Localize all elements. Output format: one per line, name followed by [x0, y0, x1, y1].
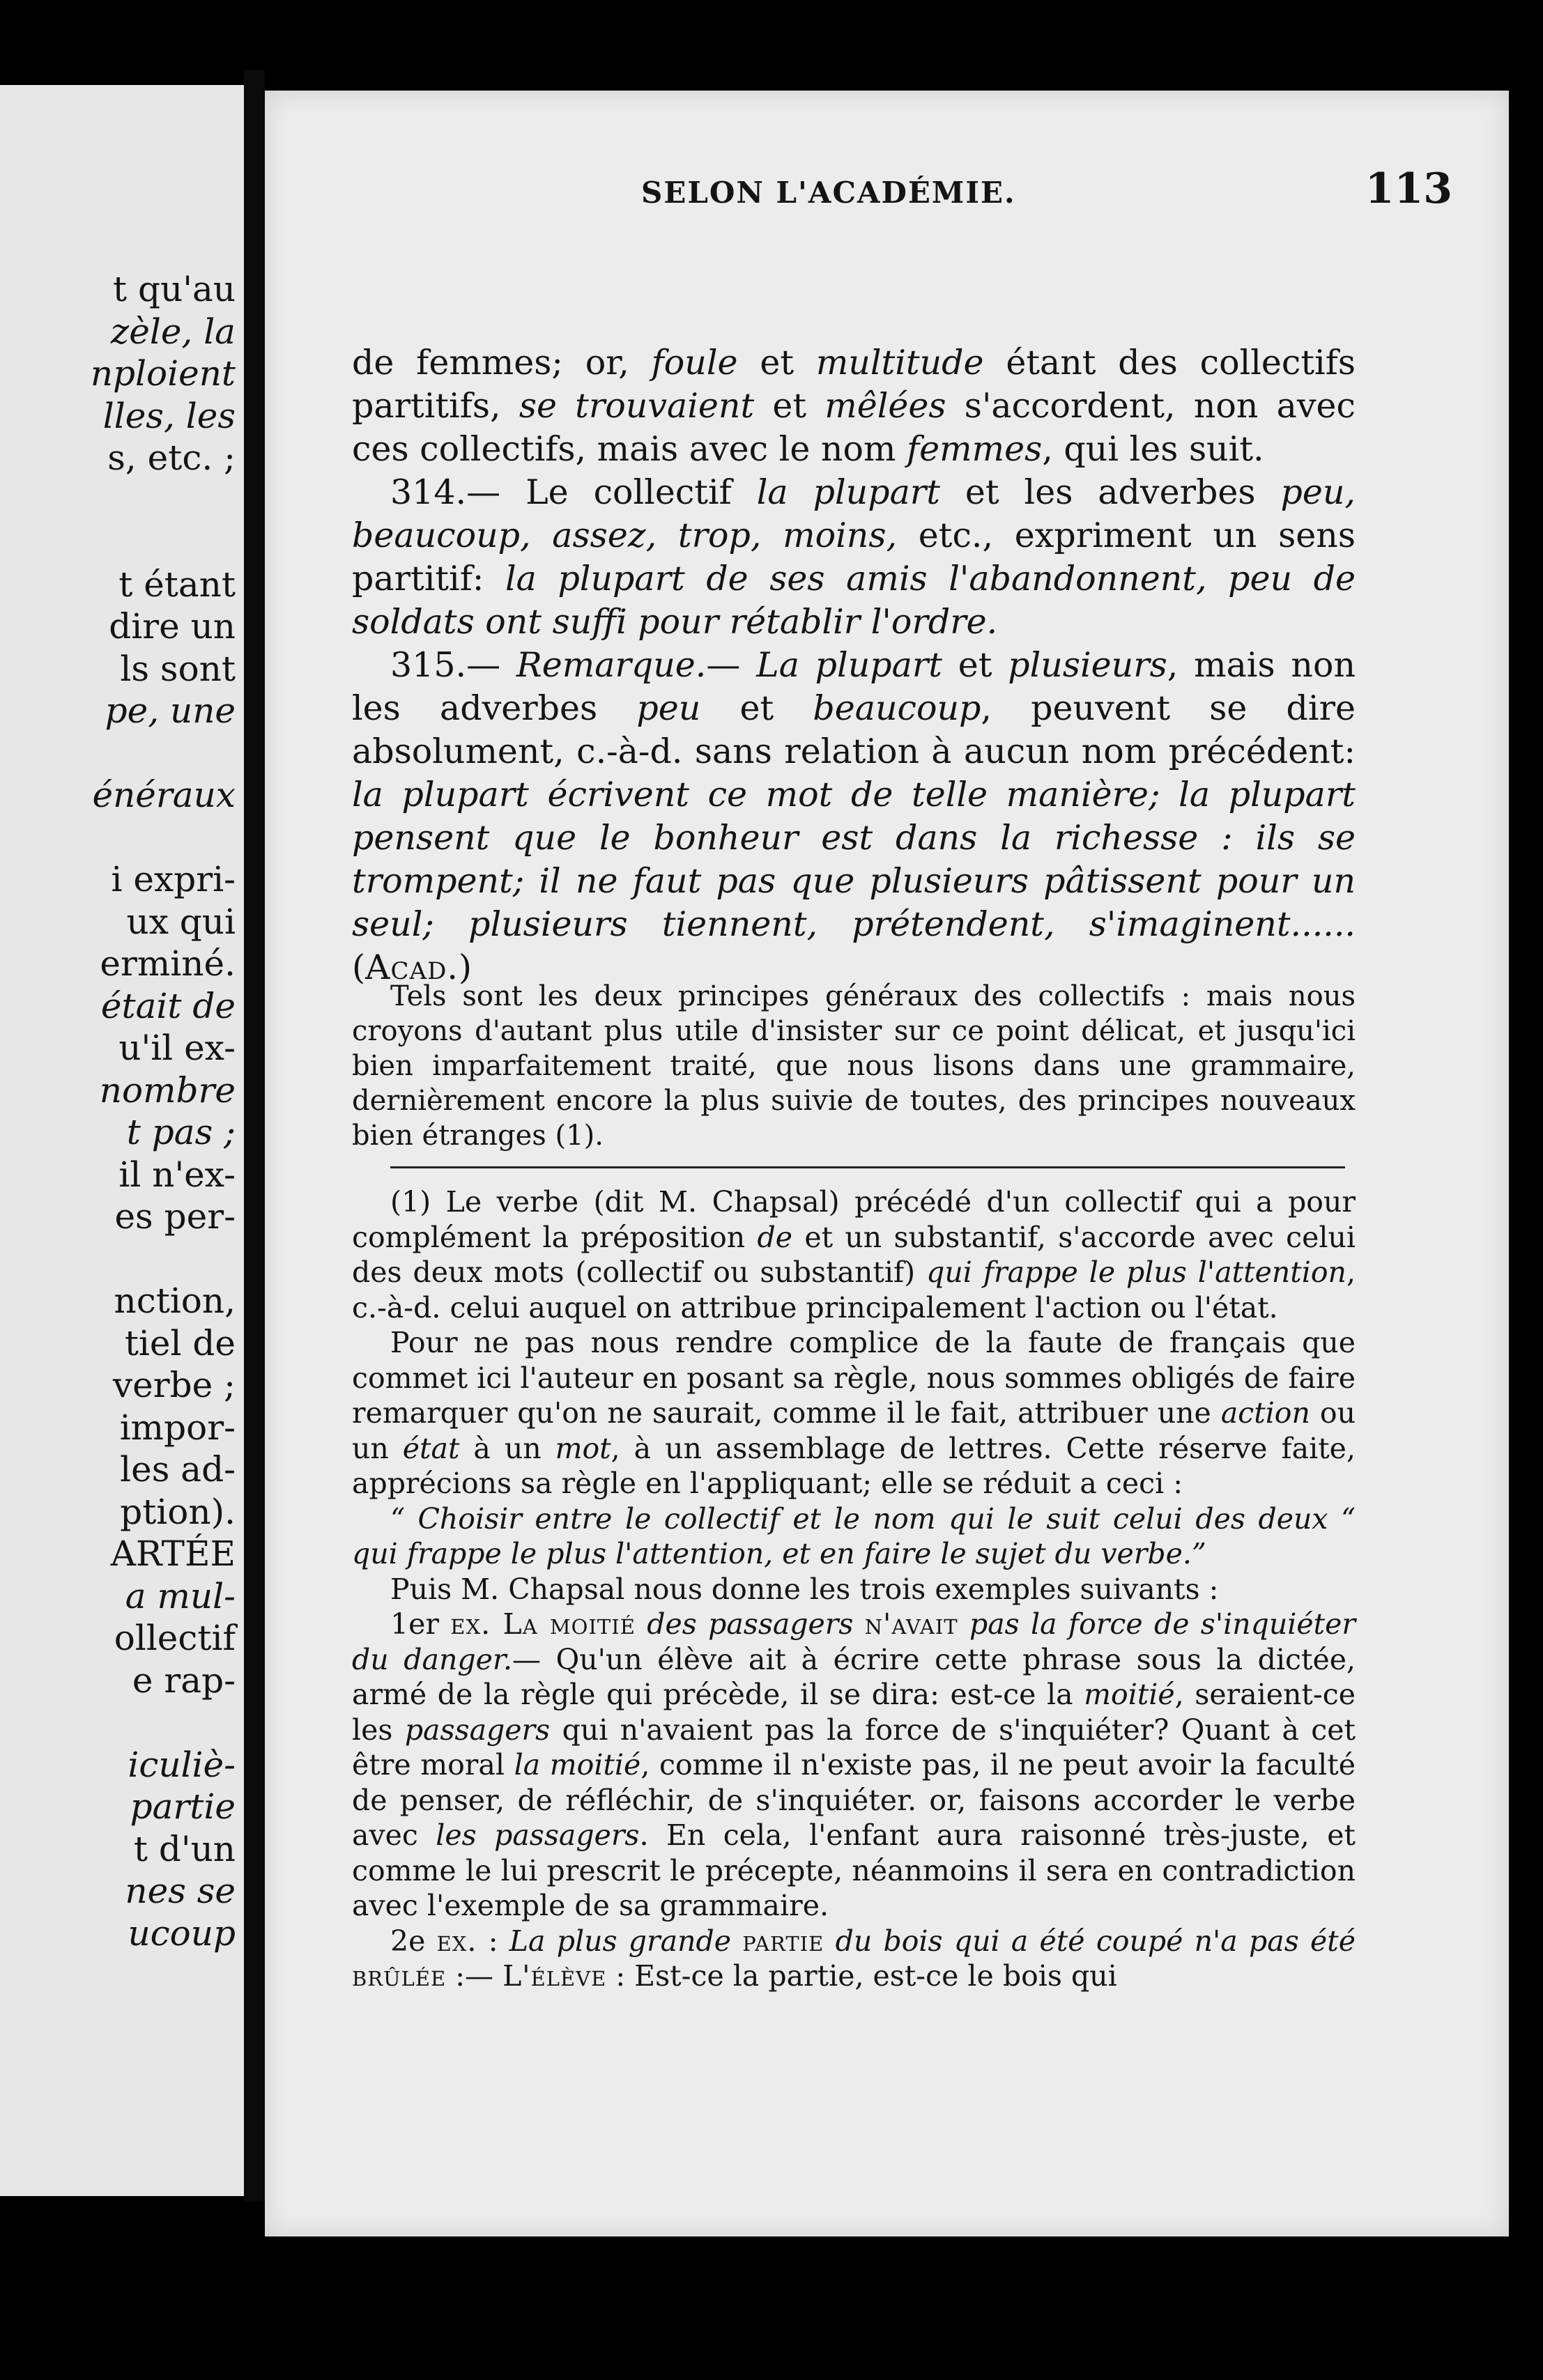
running-title: SELON L'ACADÉMIE.: [641, 176, 1016, 210]
facing-page-line: tiel de: [124, 1322, 236, 1363]
footnote-example-2: 2e ex. : La plus grande partie du bois qui a été coupé n'a pas été brûlée :— L'élève : Est-ce la partie, est-ce le bois qui: [352, 1924, 1356, 1993]
facing-page-line: u'il ex-: [118, 1028, 236, 1068]
footnote-rule: [390, 1166, 1345, 1168]
page-number: 113: [1365, 164, 1452, 213]
facing-page-line: s, etc. ;: [107, 438, 236, 478]
footnote-example-1: 1er ex. La moitié des passagers n'avait pas la force de s'inquiéter du danger.— Qu'un élève ait à écrire cette phrase sous la dictée, armé de la règle qui précède, il se dira: est-ce la moitié, seraient-ce les passagers qui n'avaient pas la force de s'inquiéter? Quant à cet être moral la moitié, comme il n'existe pas, il ne peut avoir la faculté de penser, de réfléchir, de s'inquiéter. or, faisons accorder le verbe avec les passagers. En cela, l'enfant aura raisonné très-juste, et comme le lui prescrit le précepte, néanmoins il sera en contradiction avec l'exemple de sa grammaire.: [352, 1607, 1356, 1922]
paragraph-314: 314.— Le collectif la plupart et les adverbes peu, beaucoup, assez, trop, moins, etc., expriment un sens partitif: la plupart de ses amis l'abandonnent, peu de soldats ont suffi pour rétablir l'ordre.: [352, 472, 1356, 642]
facing-page-line: nombre: [99, 1069, 236, 1111]
facing-page-line: erminé.: [100, 943, 236, 984]
footnote-critique: Pour ne pas nous rendre complice de la faute de français que commet ici l'auteur en posant sa règle, nous sommes obligés de faire remarquer qu'on ne saurait, comme il le fait, attribuer une action ou un état à un mot, à un assemblage de lettres. Cette réserve faite, apprécions sa règle en l'appliquant; elle se réduit a ceci :: [352, 1326, 1356, 1500]
facing-page-line: énéraux: [92, 775, 236, 815]
facing-page-line: a mul-: [125, 1575, 236, 1616]
commentary-text: Tels sont les deux principes généraux des collectifs : mais nous croyons d'autant plus utile d'insister sur ce point délicat, et jusqu'ici bien imparfaitement traité, que nous lisons dans une grammaire, dernièrement encore la plus suivie de toutes, des principes nouveaux bien étranges (1).: [352, 980, 1356, 1152]
footnote-rule-quote: (1) Le verbe (dit M. Chapsal) précédé d'un collectif qui a pour complément la préposition de et un substantif, s'accorde avec celui des deux mots (collectif ou substantif) qui frappe le plus l'attention, c.-à-d. celui auquel on attribue principalement l'action ou l'état.: [352, 1185, 1356, 1324]
facing-page-line: t étant: [118, 564, 236, 605]
facing-page-line: es per-: [114, 1196, 236, 1237]
facing-page-line: ollectif: [114, 1618, 236, 1658]
facing-page-line: partie: [130, 1786, 236, 1827]
facing-page-line: iculiè-: [128, 1744, 236, 1785]
facing-page-line: zèle, la: [110, 311, 236, 352]
facing-page-line: impor-: [119, 1407, 236, 1448]
facing-page-line: e rap-: [132, 1660, 236, 1701]
facing-page-line: nction,: [114, 1281, 236, 1321]
facing-page-line: t qu'au: [113, 269, 236, 309]
facing-page-line: dire un: [109, 606, 236, 647]
facing-page-line: ux qui: [126, 901, 236, 942]
facing-page-line: t d'un: [133, 1828, 236, 1869]
facing-page-fragment: [0, 85, 244, 2196]
facing-page-line: ARTÉE: [110, 1533, 236, 1574]
facing-page-line: nploient: [90, 353, 236, 394]
page-header: [362, 164, 1452, 220]
paragraph-continuation: de femmes; or, foule et multitude étant des collectifs partitifs, se trouvaient et mêlées s'accordent, non avec ces collectifs, mais avec le nom femmes, qui les suit.: [352, 343, 1356, 469]
body-text: [352, 341, 1356, 989]
facing-page-line: pe, une: [105, 690, 236, 731]
facing-page-line: verbe ;: [112, 1365, 236, 1405]
footnote: [352, 1184, 1356, 1994]
facing-page-line: lles, les: [102, 395, 236, 436]
facing-page-line: les ad-: [120, 1449, 236, 1490]
facing-page-line: ption).: [120, 1491, 236, 1532]
facing-page-line: ls sont: [120, 648, 236, 689]
facing-page-line: était de: [100, 985, 236, 1026]
commentary-paragraph: [352, 979, 1356, 1153]
paragraph-315: 315.— Remarque.— La plupart et plusieurs, mais non les adverbes peu et beaucoup, peuvent se dire absolument, c.-à-d. sans relation à aucun nom précédent: la plupart écrivent ce mot de telle manière; la plupart pensent que le bonheur est dans la richesse : ils se trompent; il ne faut pas que plusieurs pâtissent pour un seul; plusieurs tiennent, prétendent, s'imaginent...... (Acad.): [352, 645, 1356, 987]
facing-page-line: t pas ;: [126, 1112, 236, 1152]
footnote-examples-intro: Puis M. Chapsal nous donne les trois exemples suivants :: [390, 1572, 1219, 1606]
book-gutter: [244, 70, 265, 2202]
facing-page-line: i expri-: [111, 859, 236, 899]
facing-page-line: il n'ex-: [118, 1154, 236, 1195]
facing-page-line: ucoup: [128, 1912, 236, 1954]
facing-page-line: nes se: [125, 1871, 236, 1911]
footnote-rule-summary: “ Choisir entre le collectif et le nom qui le suit celui des deux “ qui frappe le plus l'attention, et en faire le sujet du verbe.”: [352, 1501, 1356, 1570]
